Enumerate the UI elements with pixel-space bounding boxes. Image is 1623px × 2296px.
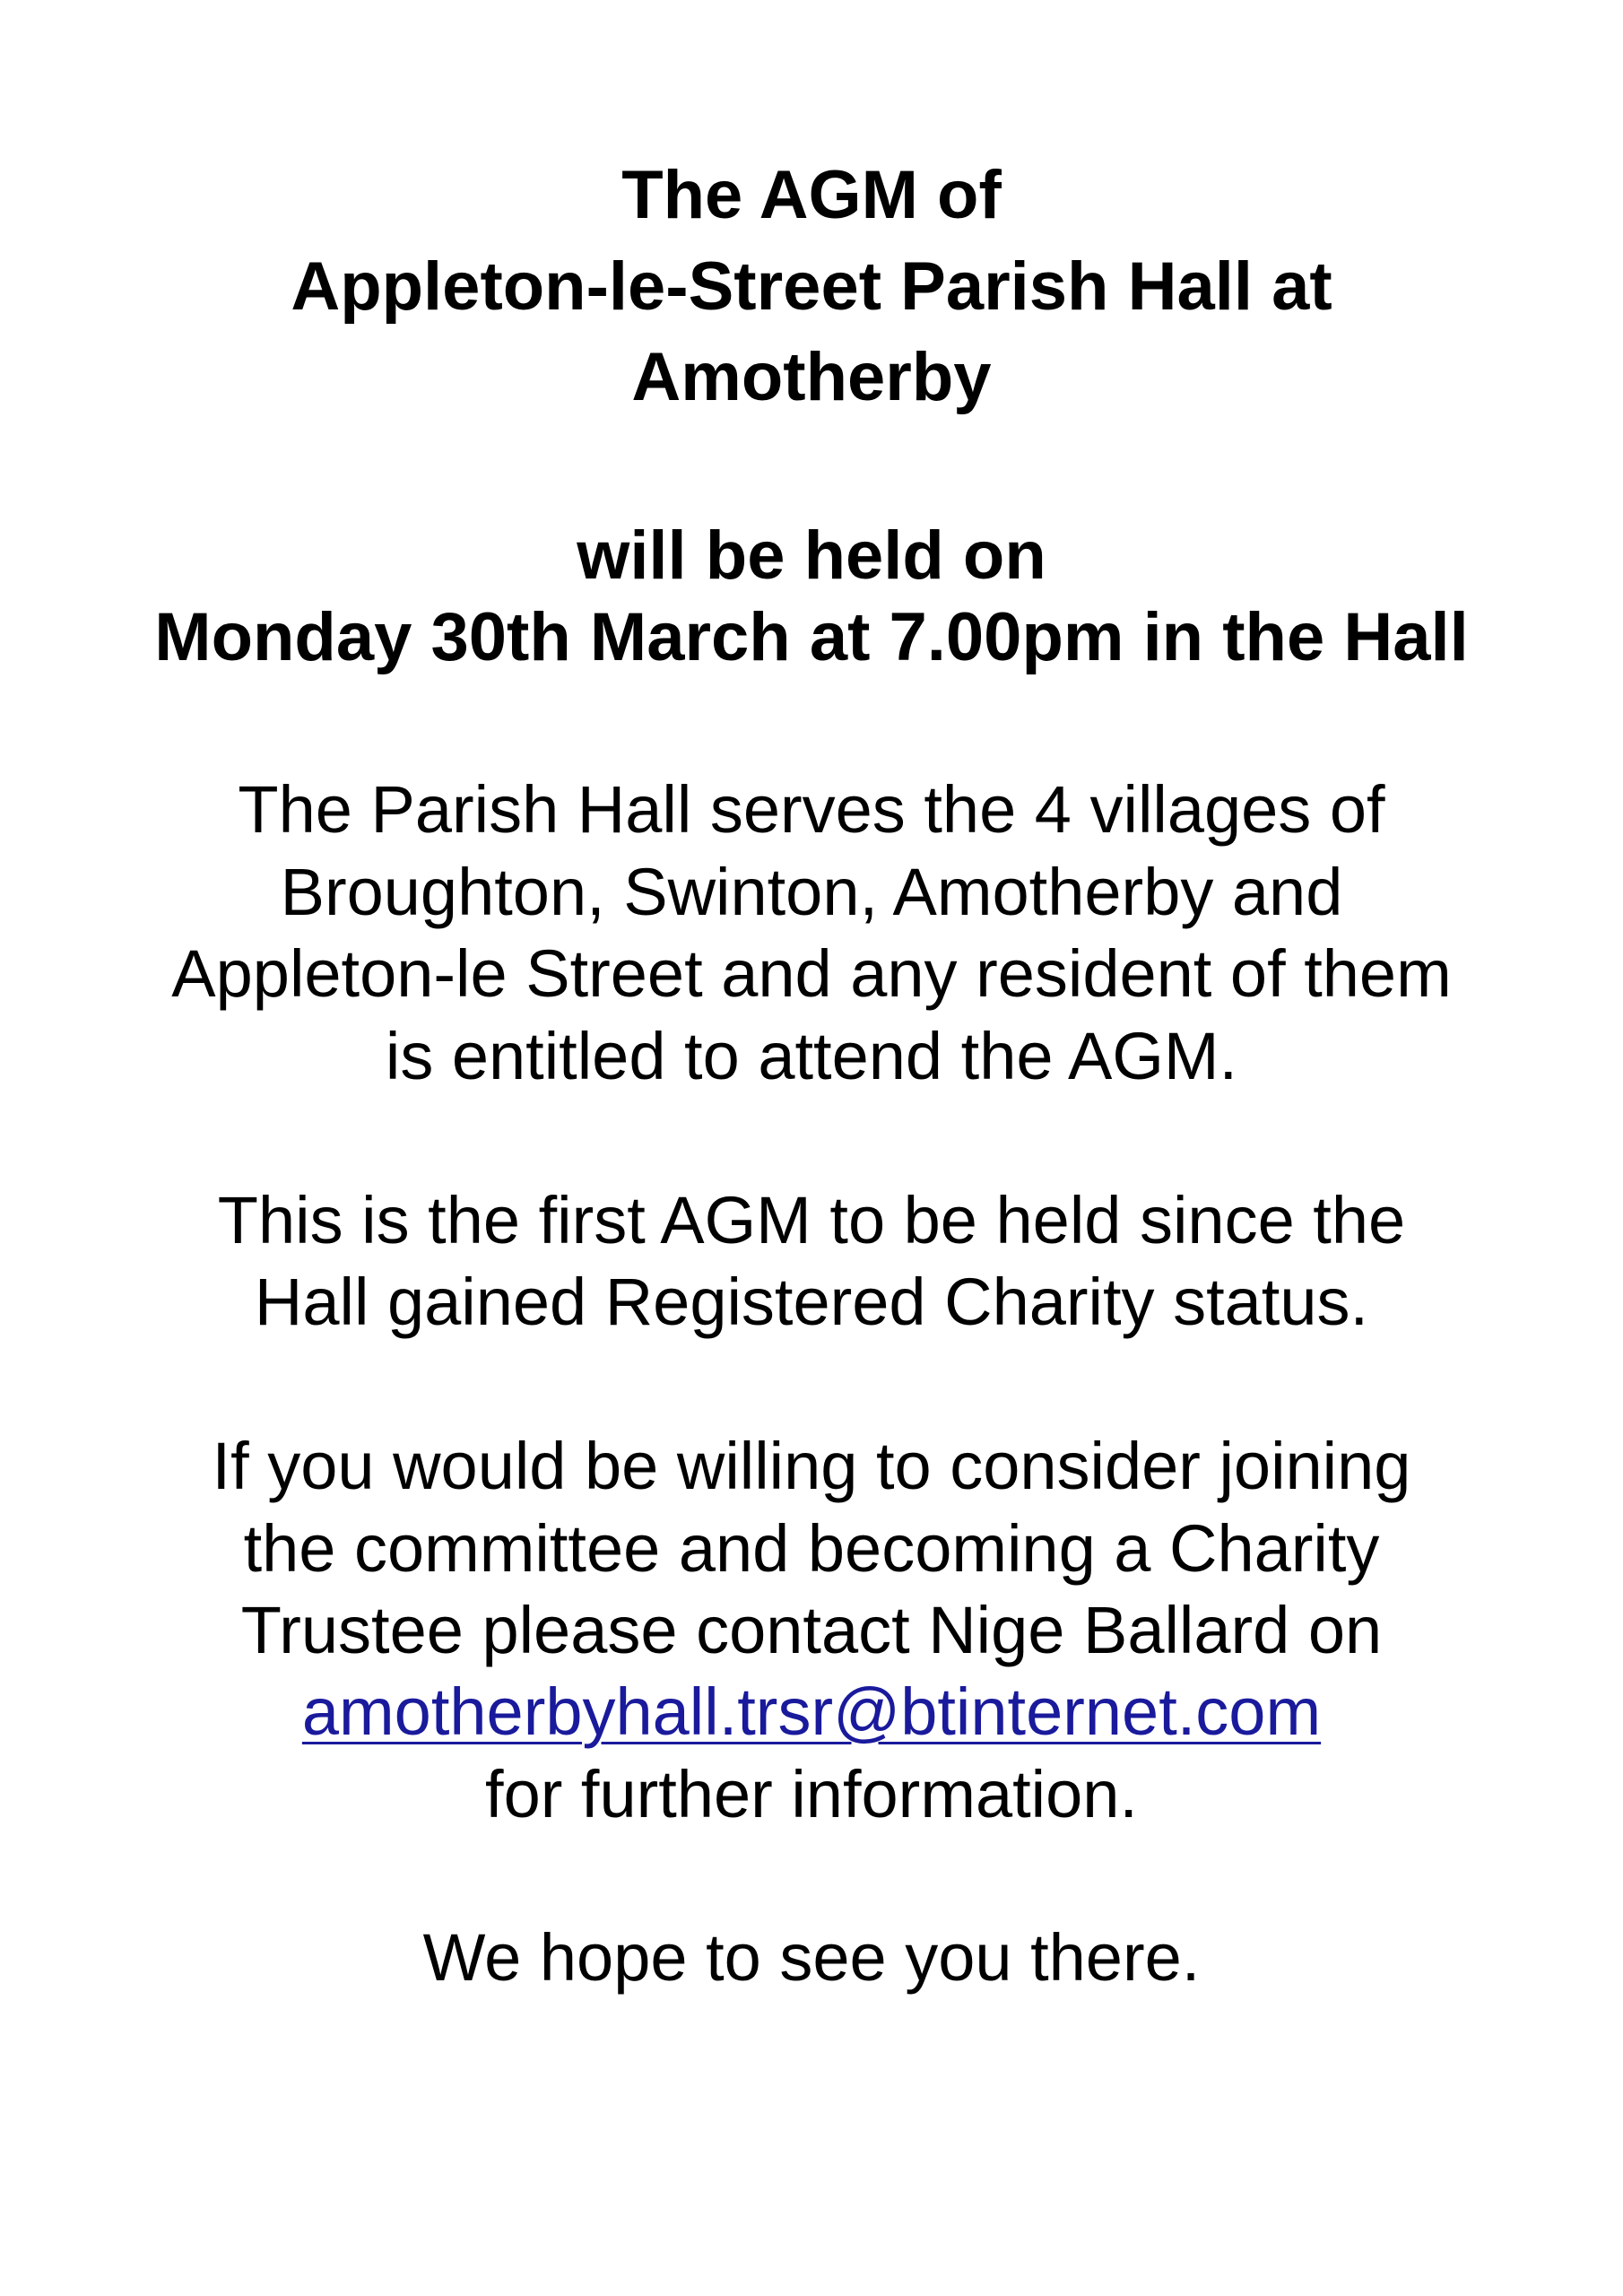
- trustee-line-1: If you would be willing to consider joining: [212, 1429, 1411, 1503]
- villages-line-1: The Parish Hall serves the 4 villages of: [238, 772, 1385, 847]
- trustee-line-3: Trustee please contact Nige Ballard on: [240, 1593, 1383, 1667]
- trustee-line-5: for further information.: [485, 1757, 1138, 1831]
- title-line-1: The AGM of: [621, 157, 1002, 233]
- email-line: [0, 1672, 1623, 1752]
- charity-line-2: Hall gained Registered Charity status.: [254, 1265, 1369, 1339]
- contact-email-link[interactable]: amotherbyhall.trsr@btinternet.com: [301, 1674, 1322, 1749]
- villages-line-3: Appleton-le Street and any resident of them: [171, 936, 1452, 1011]
- held-on-line: will be held on: [577, 517, 1046, 594]
- closing-line: We hope to see you there.: [422, 1920, 1201, 1995]
- title-line-3: Amotherby: [631, 339, 992, 415]
- villages-line-2: Broughton, Swinton, Amotherby and: [280, 855, 1343, 929]
- villages-line-4: is entitled to attend the AGM.: [385, 1019, 1238, 1093]
- charity-line-1: This is the first AGM to be held since the: [217, 1183, 1406, 1257]
- title-line-2: Appleton-le-Street Parish Hall at: [291, 248, 1332, 325]
- trustee-line-2: the committee and becoming a Charity: [243, 1511, 1380, 1586]
- meeting-date-time: Monday 30th March at 7.00pm in the Hall: [154, 599, 1469, 675]
